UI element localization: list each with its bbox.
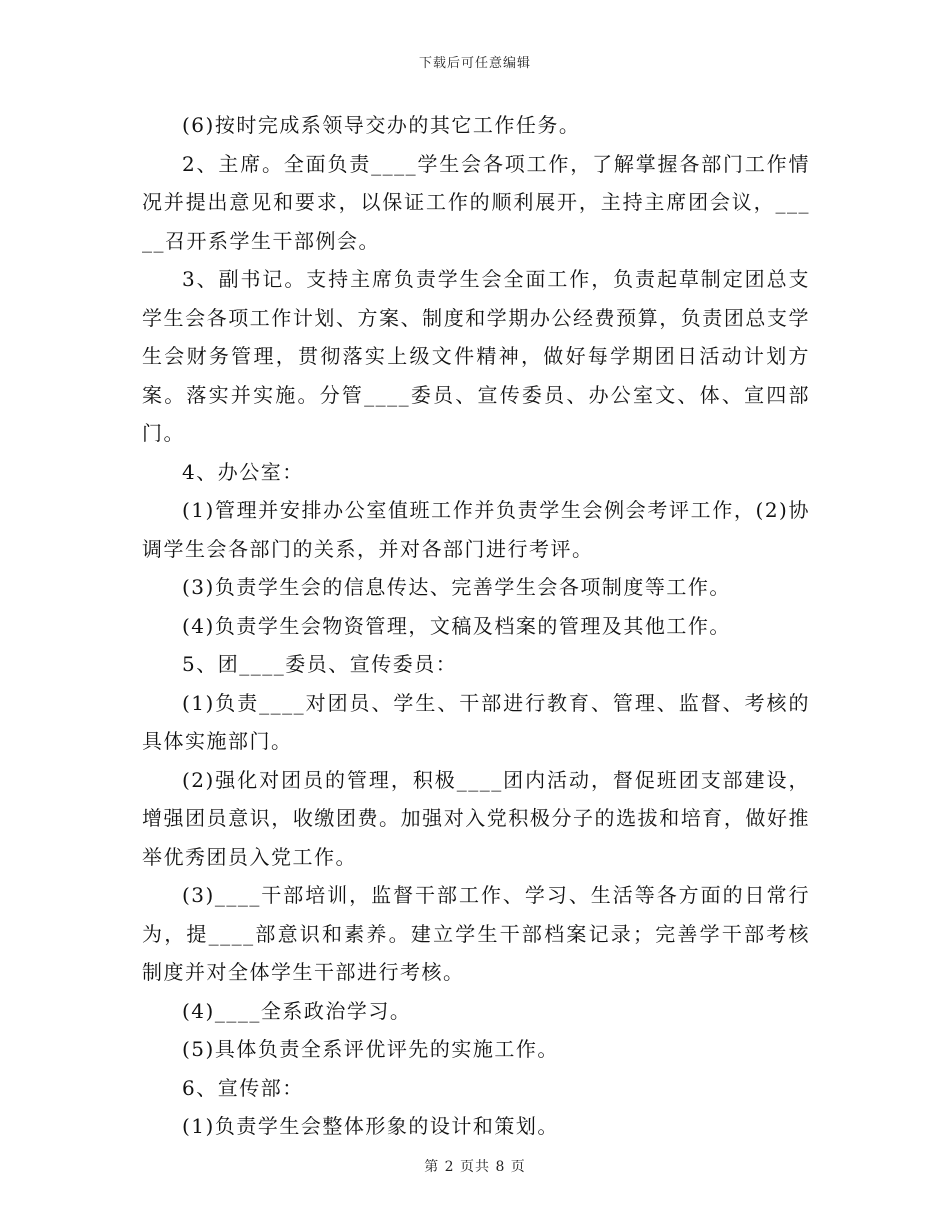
paragraph-office-item-3: (3)负责学生会的信息传达、完善学生会各项制度等工作。 bbox=[182, 575, 731, 599]
paragraph-league-item-3: (3)____干部培训，监督干部工作、学习、生活等各方面的日常行为，提____部意识和素养。建立学生干部档案记录；完善学干部考核制度并对全体学生干部进行考核。 bbox=[142, 883, 810, 984]
paragraph-item-6: (6)按时完成系领导交办的其它工作任务。 bbox=[182, 113, 581, 137]
paragraph-league-item-4: (4)____全系政治学习。 bbox=[182, 998, 412, 1023]
page-footer: 第 2 页共 8 页 bbox=[424, 1159, 526, 1175]
paragraph-chairman: 2、主席。全面负责____学生会各项工作，了解掌握各部门工作情况并提出意见和要求，以保证工作的顺利展开，主持主席团会议，_____召开系学生干部例会。 bbox=[142, 151, 810, 253]
paragraph-league-item-1: (1)负责____对团员、学生、干部进行教育、管理、监督、考核的具体实施部门。 bbox=[142, 690, 810, 753]
paragraph-office-item-1: (1)管理并安排办公室值班工作并负责学生会例会考评工作，(2)协调学生会各部门的关系，并对各部门进行考评。 bbox=[142, 498, 810, 561]
page-header: 下载后可任意编辑 bbox=[418, 56, 531, 71]
paragraph-league-item-2: (2)强化对团员的管理，积极____团内活动，督促班团支部建设，增强团员意识，收缴团费。加强对入党积极分子的选拔和培育，做好推举优秀团员入党工作。 bbox=[142, 767, 810, 869]
paragraph-publicity-heading: 6、宣传部： bbox=[182, 1075, 304, 1100]
paragraph-league-heading: 5、团____委员、宣传委员： bbox=[182, 652, 458, 676]
paragraph-deputy-secretary: 3、副书记。支持主席负责学生会全面工作，负责起草制定团总支学生会各项工作计划、方案、制度和学期办公经费预算，负责团总支学生会财务管理，贯彻落实上级文件精神，做好每学期团日活动计划方案。落实并实施。分管____委员、宣传委员、办公室文、体、宣四部门。 bbox=[142, 267, 810, 445]
paragraph-office-heading: 4、办公室： bbox=[182, 459, 304, 484]
paragraph-publicity-item-1: (1)负责学生会整体形象的设计和策划。 bbox=[182, 1114, 559, 1138]
document-body bbox=[142, 106, 810, 1146]
paragraph-office-item-4: (4)负责学生会物资管理，文稿及档案的管理及其他工作。 bbox=[182, 613, 731, 638]
paragraph-league-item-5: (5)具体负责全系评优评先的实施工作。 bbox=[182, 1037, 559, 1061]
